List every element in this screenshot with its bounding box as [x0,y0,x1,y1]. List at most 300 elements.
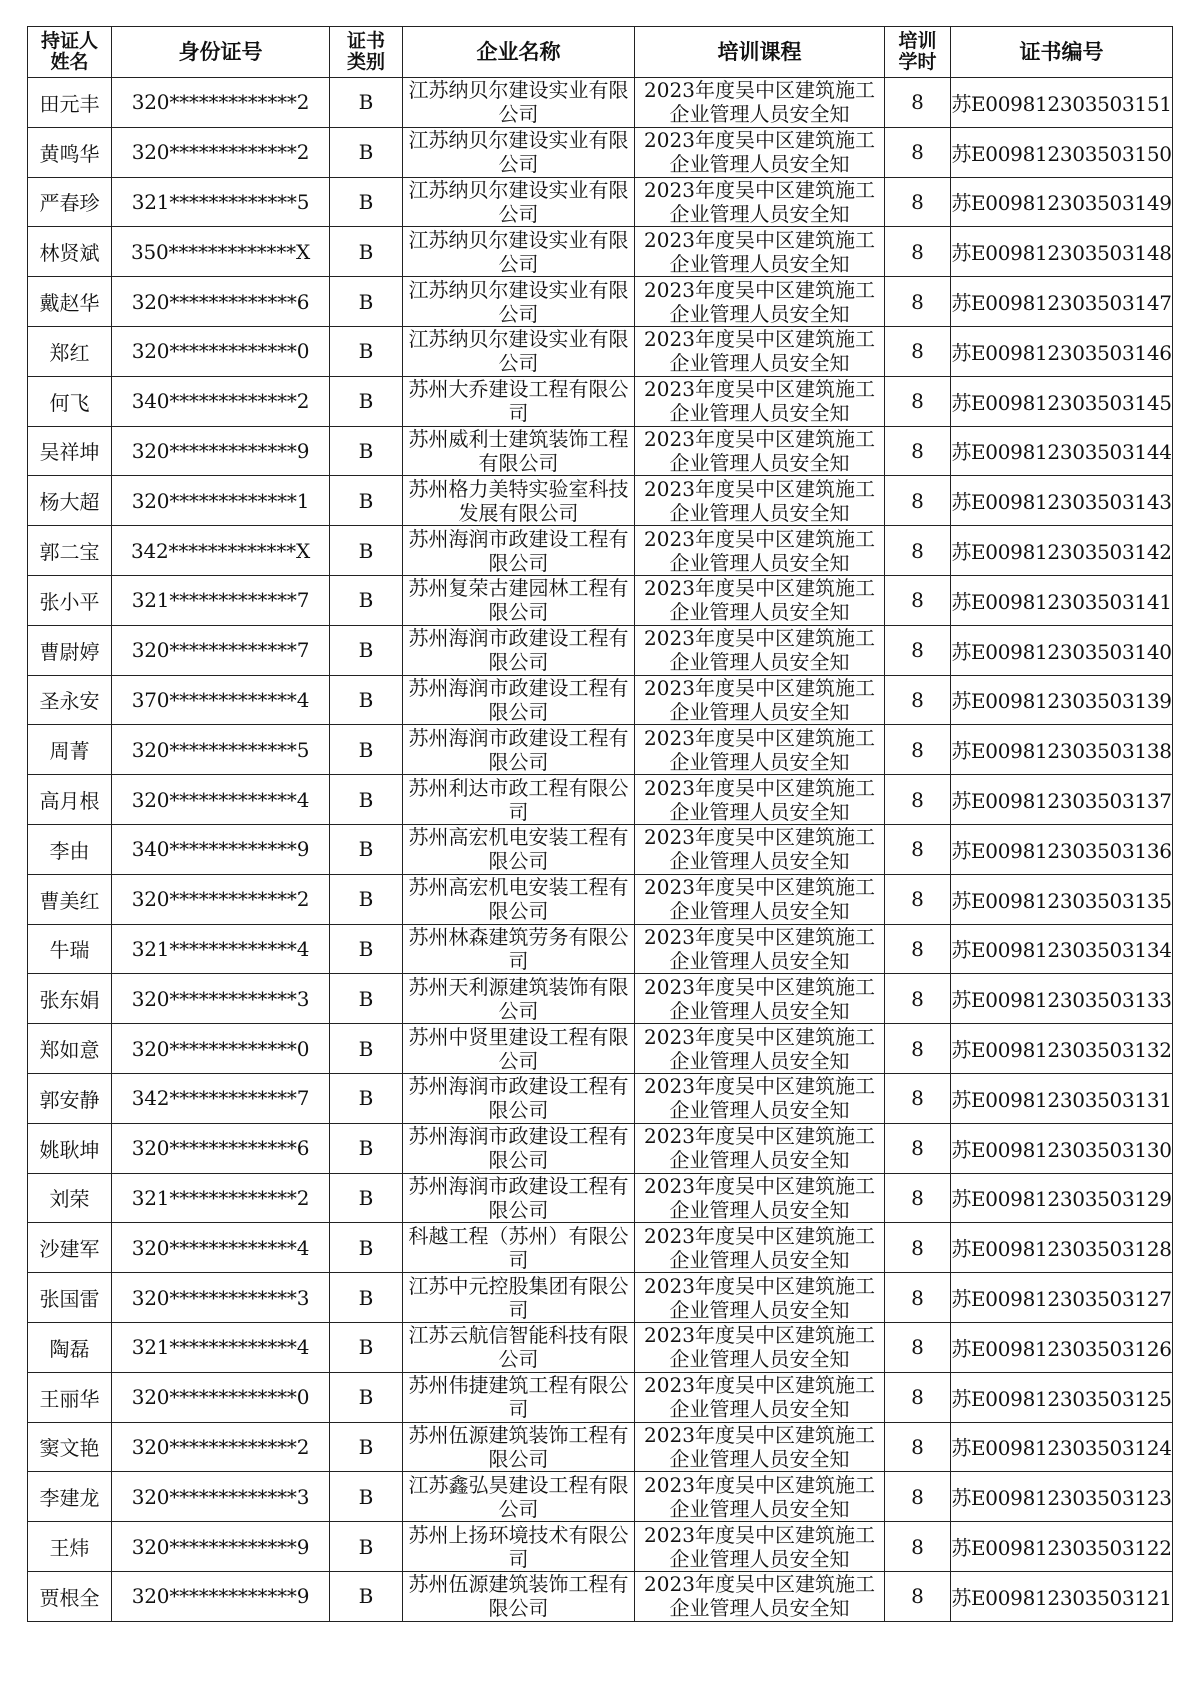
holder-name-cell: 何飞 [28,376,112,426]
training-course-text: 2023年度吴中区建筑施工企业管理人员安全知 [644,177,875,226]
training-hours-cell: 8 [885,277,951,327]
company-name-text: 江苏纳贝尔建设实业有限公司 [408,177,629,226]
company-name-cell [403,526,635,576]
training-course-cell [635,1073,885,1123]
certificate-category-cell: B [330,476,403,526]
holder-name-cell: 黄鸣华 [28,127,112,177]
certificate-category-cell: B [330,974,403,1024]
training-course-text: 2023年度吴中区建筑施工企业管理人员安全知 [644,924,875,973]
holder-name-cell: 曹尉婷 [28,625,112,675]
certificate-number-cell: 苏E009812303503136 [951,824,1173,874]
id-number-cell: 320*************0 [112,1372,330,1422]
holder-name-cell: 郭安静 [28,1073,112,1123]
table-row [28,1024,1173,1074]
company-name-cell [403,78,635,128]
training-course-cell [635,326,885,376]
training-course-text: 2023年度吴中区建筑施工企业管理人员安全知 [644,626,875,675]
training-hours-cell: 8 [885,1223,951,1273]
certificate-category-cell: B [330,1173,403,1223]
company-name-text: 苏州海润市政建设工程有限公司 [408,675,629,724]
certificate-category-cell: B [330,675,403,725]
training-hours-cell: 8 [885,177,951,227]
certificate-category-cell: B [330,1322,403,1372]
certificate-category-cell: B [330,1273,403,1323]
certificate-number-cell: 苏E009812303503145 [951,376,1173,426]
training-course-text: 2023年度吴中区建筑施工企业管理人员安全知 [644,227,875,276]
id-number-cell: 320*************3 [112,974,330,1024]
header-holder-name: 持证人 姓名 [28,27,112,78]
company-name-cell [403,1223,635,1273]
company-name-cell [403,1322,635,1372]
certificate-number-cell: 苏E009812303503134 [951,924,1173,974]
id-number-cell: 340*************2 [112,376,330,426]
id-number-cell: 321*************7 [112,575,330,625]
training-course-text: 2023年度吴中区建筑施工企业管理人员安全知 [644,277,875,326]
table-row [28,1472,1173,1522]
company-name-text: 苏州伟捷建筑工程有限公司 [408,1373,629,1422]
id-number-cell: 320*************3 [112,1273,330,1323]
table-header [28,27,1173,78]
table-body [28,78,1173,1622]
training-course-text: 2023年度吴中区建筑施工企业管理人员安全知 [644,675,875,724]
id-number-cell: 350*************X [112,227,330,277]
training-course-cell [635,874,885,924]
certificate-number-cell: 苏E009812303503132 [951,1024,1173,1074]
certificate-category-cell: B [330,775,403,825]
holder-name-cell: 陶磊 [28,1322,112,1372]
company-name-cell [403,924,635,974]
certificate-number-cell: 苏E009812303503127 [951,1273,1173,1323]
training-course-cell [635,426,885,476]
table-row [28,227,1173,277]
id-number-cell: 320*************0 [112,326,330,376]
holder-name-cell: 杨大超 [28,476,112,526]
table-row [28,376,1173,426]
training-course-text: 2023年度吴中区建筑施工企业管理人员安全知 [644,825,875,874]
training-course-text: 2023年度吴中区建筑施工企业管理人员安全知 [644,1522,875,1571]
training-hours-cell: 8 [885,1322,951,1372]
company-name-text: 苏州格力美特实验室科技发展有限公司 [408,476,629,525]
training-course-cell [635,1372,885,1422]
certificate-number-cell: 苏E009812303503146 [951,326,1173,376]
holder-name-cell: 郭二宝 [28,526,112,576]
table-row [28,1173,1173,1223]
certificate-category-cell: B [330,277,403,327]
training-course-cell [635,625,885,675]
certificate-roster-table [27,26,1173,1622]
id-number-cell: 320*************9 [112,1522,330,1572]
training-course-cell [635,1223,885,1273]
id-number-cell: 320*************5 [112,725,330,775]
id-number-cell: 320*************2 [112,127,330,177]
company-name-text: 苏州利达市政工程有限公司 [408,775,629,824]
training-course-text: 2023年度吴中区建筑施工企业管理人员安全知 [644,426,875,475]
certificate-category-cell: B [330,1472,403,1522]
company-name-text: 江苏纳贝尔建设实业有限公司 [408,78,629,127]
certificate-category-cell: B [330,1123,403,1173]
certificate-category-cell: B [330,625,403,675]
certificate-number-cell: 苏E009812303503122 [951,1522,1173,1572]
training-course-text: 2023年度吴中区建筑施工企业管理人员安全知 [644,377,875,426]
training-course-text: 2023年度吴中区建筑施工企业管理人员安全知 [644,1323,875,1372]
company-name-cell [403,874,635,924]
certificate-number-cell: 苏E009812303503149 [951,177,1173,227]
company-name-text: 科越工程（苏州）有限公司 [408,1223,629,1272]
id-number-cell: 320*************4 [112,775,330,825]
holder-name-cell: 张东娟 [28,974,112,1024]
company-name-text: 苏州高宏机电安装工程有限公司 [408,875,629,924]
training-course-text: 2023年度吴中区建筑施工企业管理人员安全知 [644,576,875,625]
id-number-cell: 340*************9 [112,824,330,874]
table-row [28,177,1173,227]
certificate-category-cell: B [330,227,403,277]
company-name-text: 苏州海润市政建设工程有限公司 [408,526,629,575]
training-hours-cell: 8 [885,227,951,277]
training-course-cell [635,277,885,327]
certificate-number-cell: 苏E009812303503128 [951,1223,1173,1273]
table-row [28,725,1173,775]
table-row [28,675,1173,725]
training-course-text: 2023年度吴中区建筑施工企业管理人员安全知 [644,1422,875,1471]
training-course-text: 2023年度吴中区建筑施工企业管理人员安全知 [644,1124,875,1173]
training-course-text: 2023年度吴中区建筑施工企业管理人员安全知 [644,1223,875,1272]
training-course-cell [635,824,885,874]
company-name-cell [403,476,635,526]
certificate-category-cell: B [330,874,403,924]
company-name-text: 江苏云航信智能科技有限公司 [408,1323,629,1372]
company-name-text: 江苏纳贝尔建设实业有限公司 [408,277,629,326]
certificate-category-cell: B [330,725,403,775]
company-name-cell [403,725,635,775]
table-row [28,1571,1173,1621]
id-number-cell: 342*************X [112,526,330,576]
training-hours-cell: 8 [885,725,951,775]
company-name-cell [403,177,635,227]
certificate-category-cell: B [330,1571,403,1621]
table-row [28,326,1173,376]
company-name-text: 苏州大乔建设工程有限公司 [408,377,629,426]
training-course-cell [635,1322,885,1372]
training-hours-cell: 8 [885,78,951,128]
table-row [28,775,1173,825]
holder-name-cell: 圣永安 [28,675,112,725]
company-name-cell [403,127,635,177]
holder-name-cell: 周菁 [28,725,112,775]
id-number-cell: 321*************4 [112,1322,330,1372]
company-name-cell [403,1123,635,1173]
certificate-category-cell: B [330,924,403,974]
table-row [28,78,1173,128]
training-course-text: 2023年度吴中区建筑施工企业管理人员安全知 [644,1373,875,1422]
id-number-cell: 321*************2 [112,1173,330,1223]
table-row [28,1322,1173,1372]
id-number-cell: 320*************9 [112,426,330,476]
company-name-cell [403,1422,635,1472]
training-course-text: 2023年度吴中区建筑施工企业管理人员安全知 [644,1472,875,1521]
certificate-number-cell: 苏E009812303503133 [951,974,1173,1024]
company-name-cell [403,1273,635,1323]
training-course-text: 2023年度吴中区建筑施工企业管理人员安全知 [644,725,875,774]
certificate-category-cell: B [330,1422,403,1472]
company-name-text: 苏州海润市政建设工程有限公司 [408,725,629,774]
holder-name-cell: 张小平 [28,575,112,625]
training-hours-cell: 8 [885,924,951,974]
header-training-hours: 培训 学时 [885,27,951,78]
training-hours-cell: 8 [885,824,951,874]
certificate-category-cell: B [330,78,403,128]
certificate-number-cell: 苏E009812303503140 [951,625,1173,675]
certificate-number-cell: 苏E009812303503150 [951,127,1173,177]
holder-name-cell: 沙建军 [28,1223,112,1273]
table-row [28,127,1173,177]
training-hours-cell: 8 [885,974,951,1024]
id-number-cell: 320*************2 [112,874,330,924]
table-row [28,1073,1173,1123]
table-row [28,1372,1173,1422]
training-hours-cell: 8 [885,874,951,924]
header-id-number: 身份证号 [112,27,330,78]
company-name-text: 苏州林森建筑劳务有限公司 [408,924,629,973]
table-row [28,526,1173,576]
training-course-cell [635,974,885,1024]
company-name-text: 江苏纳贝尔建设实业有限公司 [408,327,629,376]
company-name-text: 苏州海润市政建设工程有限公司 [408,1124,629,1173]
training-course-text: 2023年度吴中区建筑施工企业管理人员安全知 [644,526,875,575]
training-course-cell [635,1571,885,1621]
training-hours-cell: 8 [885,326,951,376]
certificate-number-cell: 苏E009812303503141 [951,575,1173,625]
company-name-cell [403,575,635,625]
training-course-cell [635,376,885,426]
id-number-cell: 321*************5 [112,177,330,227]
holder-name-cell: 王炜 [28,1522,112,1572]
holder-name-cell: 高月根 [28,775,112,825]
id-number-cell: 321*************4 [112,924,330,974]
training-hours-cell: 8 [885,1372,951,1422]
training-hours-cell: 8 [885,675,951,725]
training-course-cell [635,675,885,725]
header-certificate-number: 证书编号 [951,27,1173,78]
training-course-text: 2023年度吴中区建筑施工企业管理人员安全知 [644,476,875,525]
id-number-cell: 320*************4 [112,1223,330,1273]
training-hours-cell: 8 [885,775,951,825]
company-name-text: 苏州高宏机电安装工程有限公司 [408,825,629,874]
training-course-text: 2023年度吴中区建筑施工企业管理人员安全知 [644,128,875,177]
certificate-number-cell: 苏E009812303503135 [951,874,1173,924]
table-row [28,1522,1173,1572]
certificate-number-cell: 苏E009812303503144 [951,426,1173,476]
training-hours-cell: 8 [885,127,951,177]
company-name-cell [403,974,635,1024]
company-name-text: 苏州中贤里建设工程有限公司 [408,1024,629,1073]
training-course-cell [635,725,885,775]
certificate-category-cell: B [330,1223,403,1273]
header-company-name: 企业名称 [403,27,635,78]
table-row [28,974,1173,1024]
training-course-cell [635,526,885,576]
holder-name-cell: 牛瑞 [28,924,112,974]
training-hours-cell: 8 [885,575,951,625]
company-name-cell [403,1571,635,1621]
company-name-cell [403,1472,635,1522]
training-course-cell [635,1472,885,1522]
id-number-cell: 320*************6 [112,1123,330,1173]
training-course-cell [635,1024,885,1074]
company-name-cell [403,326,635,376]
training-course-text: 2023年度吴中区建筑施工企业管理人员安全知 [644,327,875,376]
company-name-cell [403,1073,635,1123]
id-number-cell: 320*************6 [112,277,330,327]
training-hours-cell: 8 [885,526,951,576]
holder-name-cell: 刘荣 [28,1173,112,1223]
training-course-text: 2023年度吴中区建筑施工企业管理人员安全知 [644,775,875,824]
training-hours-cell: 8 [885,476,951,526]
holder-name-cell: 曹美红 [28,874,112,924]
training-hours-cell: 8 [885,1123,951,1173]
id-number-cell: 320*************3 [112,1472,330,1522]
holder-name-cell: 李由 [28,824,112,874]
certificate-number-cell: 苏E009812303503130 [951,1123,1173,1173]
holder-name-cell: 戴赵华 [28,277,112,327]
company-name-cell [403,1522,635,1572]
table-row [28,1422,1173,1472]
company-name-cell [403,1173,635,1223]
training-hours-cell: 8 [885,1173,951,1223]
training-course-cell [635,177,885,227]
table-row [28,874,1173,924]
company-name-cell [403,1372,635,1422]
training-course-text: 2023年度吴中区建筑施工企业管理人员安全知 [644,1273,875,1322]
training-course-cell [635,924,885,974]
certificate-category-cell: B [330,526,403,576]
table-row [28,1123,1173,1173]
training-course-cell [635,1522,885,1572]
company-name-cell [403,426,635,476]
table-row [28,476,1173,526]
header-training-course: 培训课程 [635,27,885,78]
training-course-cell [635,1173,885,1223]
company-name-text: 江苏纳贝尔建设实业有限公司 [408,128,629,177]
certificate-number-cell: 苏E009812303503121 [951,1571,1173,1621]
certificate-category-cell: B [330,1372,403,1422]
holder-name-cell: 林贤斌 [28,227,112,277]
training-course-cell [635,1422,885,1472]
training-hours-cell: 8 [885,1522,951,1572]
company-name-cell [403,227,635,277]
company-name-text: 苏州伍源建筑装饰工程有限公司 [408,1422,629,1471]
table-row [28,426,1173,476]
training-hours-cell: 8 [885,426,951,476]
training-course-text: 2023年度吴中区建筑施工企业管理人员安全知 [644,875,875,924]
table-row [28,277,1173,327]
training-course-cell [635,127,885,177]
company-name-text: 江苏鑫弘昊建设工程有限公司 [408,1472,629,1521]
company-name-cell [403,824,635,874]
training-hours-cell: 8 [885,625,951,675]
training-hours-cell: 8 [885,1273,951,1323]
certificate-category-cell: B [330,1073,403,1123]
training-hours-cell: 8 [885,1073,951,1123]
training-course-cell [635,775,885,825]
holder-name-cell: 田元丰 [28,78,112,128]
training-course-cell [635,227,885,277]
certificate-number-cell: 苏E009812303503126 [951,1322,1173,1372]
training-hours-cell: 8 [885,1024,951,1074]
company-name-text: 江苏纳贝尔建设实业有限公司 [408,227,629,276]
header-certificate-category: 证书 类别 [330,27,403,78]
certificate-number-cell: 苏E009812303503137 [951,775,1173,825]
company-name-text: 苏州威利士建筑装饰工程有限公司 [408,426,629,475]
certificate-number-cell: 苏E009812303503139 [951,675,1173,725]
company-name-text: 苏州海润市政建设工程有限公司 [408,1074,629,1123]
training-hours-cell: 8 [885,1422,951,1472]
certificate-category-cell: B [330,127,403,177]
id-number-cell: 370*************4 [112,675,330,725]
company-name-text: 苏州上扬环境技术有限公司 [408,1522,629,1571]
holder-name-cell: 严春珍 [28,177,112,227]
holder-name-cell: 李建龙 [28,1472,112,1522]
certificate-number-cell: 苏E009812303503138 [951,725,1173,775]
id-number-cell: 342*************7 [112,1073,330,1123]
training-course-text: 2023年度吴中区建筑施工企业管理人员安全知 [644,1572,875,1621]
holder-name-cell: 王丽华 [28,1372,112,1422]
table-row [28,575,1173,625]
certificate-number-cell: 苏E009812303503124 [951,1422,1173,1472]
company-name-cell [403,376,635,426]
certificate-number-cell: 苏E009812303503123 [951,1472,1173,1522]
training-course-cell [635,78,885,128]
certificate-number-cell: 苏E009812303503125 [951,1372,1173,1422]
company-name-cell [403,1024,635,1074]
company-name-cell [403,775,635,825]
company-name-text: 苏州海润市政建设工程有限公司 [408,1173,629,1222]
id-number-cell: 320*************7 [112,625,330,675]
training-course-cell [635,476,885,526]
company-name-cell [403,675,635,725]
training-course-cell [635,1273,885,1323]
training-hours-cell: 8 [885,1472,951,1522]
holder-name-cell: 窦文艳 [28,1422,112,1472]
id-number-cell: 320*************0 [112,1024,330,1074]
certificate-category-cell: B [330,575,403,625]
header-row [28,27,1173,78]
training-course-cell [635,1123,885,1173]
table-row [28,625,1173,675]
company-name-cell [403,277,635,327]
certificate-category-cell: B [330,1024,403,1074]
holder-name-cell: 郑如意 [28,1024,112,1074]
certificate-number-cell: 苏E009812303503151 [951,78,1173,128]
company-name-text: 苏州复荣古建园林工程有限公司 [408,576,629,625]
certificate-number-cell: 苏E009812303503143 [951,476,1173,526]
training-course-text: 2023年度吴中区建筑施工企业管理人员安全知 [644,1173,875,1222]
holder-name-cell: 郑红 [28,326,112,376]
training-hours-cell: 8 [885,376,951,426]
holder-name-cell: 吴祥坤 [28,426,112,476]
company-name-text: 江苏中元控股集团有限公司 [408,1273,629,1322]
certificate-number-cell: 苏E009812303503131 [951,1073,1173,1123]
company-name-cell [403,625,635,675]
training-course-text: 2023年度吴中区建筑施工企业管理人员安全知 [644,1074,875,1123]
certificate-number-cell: 苏E009812303503129 [951,1173,1173,1223]
id-number-cell: 320*************2 [112,78,330,128]
certificate-category-cell: B [330,426,403,476]
certificate-number-cell: 苏E009812303503142 [951,526,1173,576]
certificate-category-cell: B [330,326,403,376]
company-name-text: 苏州天利源建筑装饰有限公司 [408,974,629,1023]
table-row [28,1223,1173,1273]
table-row [28,924,1173,974]
